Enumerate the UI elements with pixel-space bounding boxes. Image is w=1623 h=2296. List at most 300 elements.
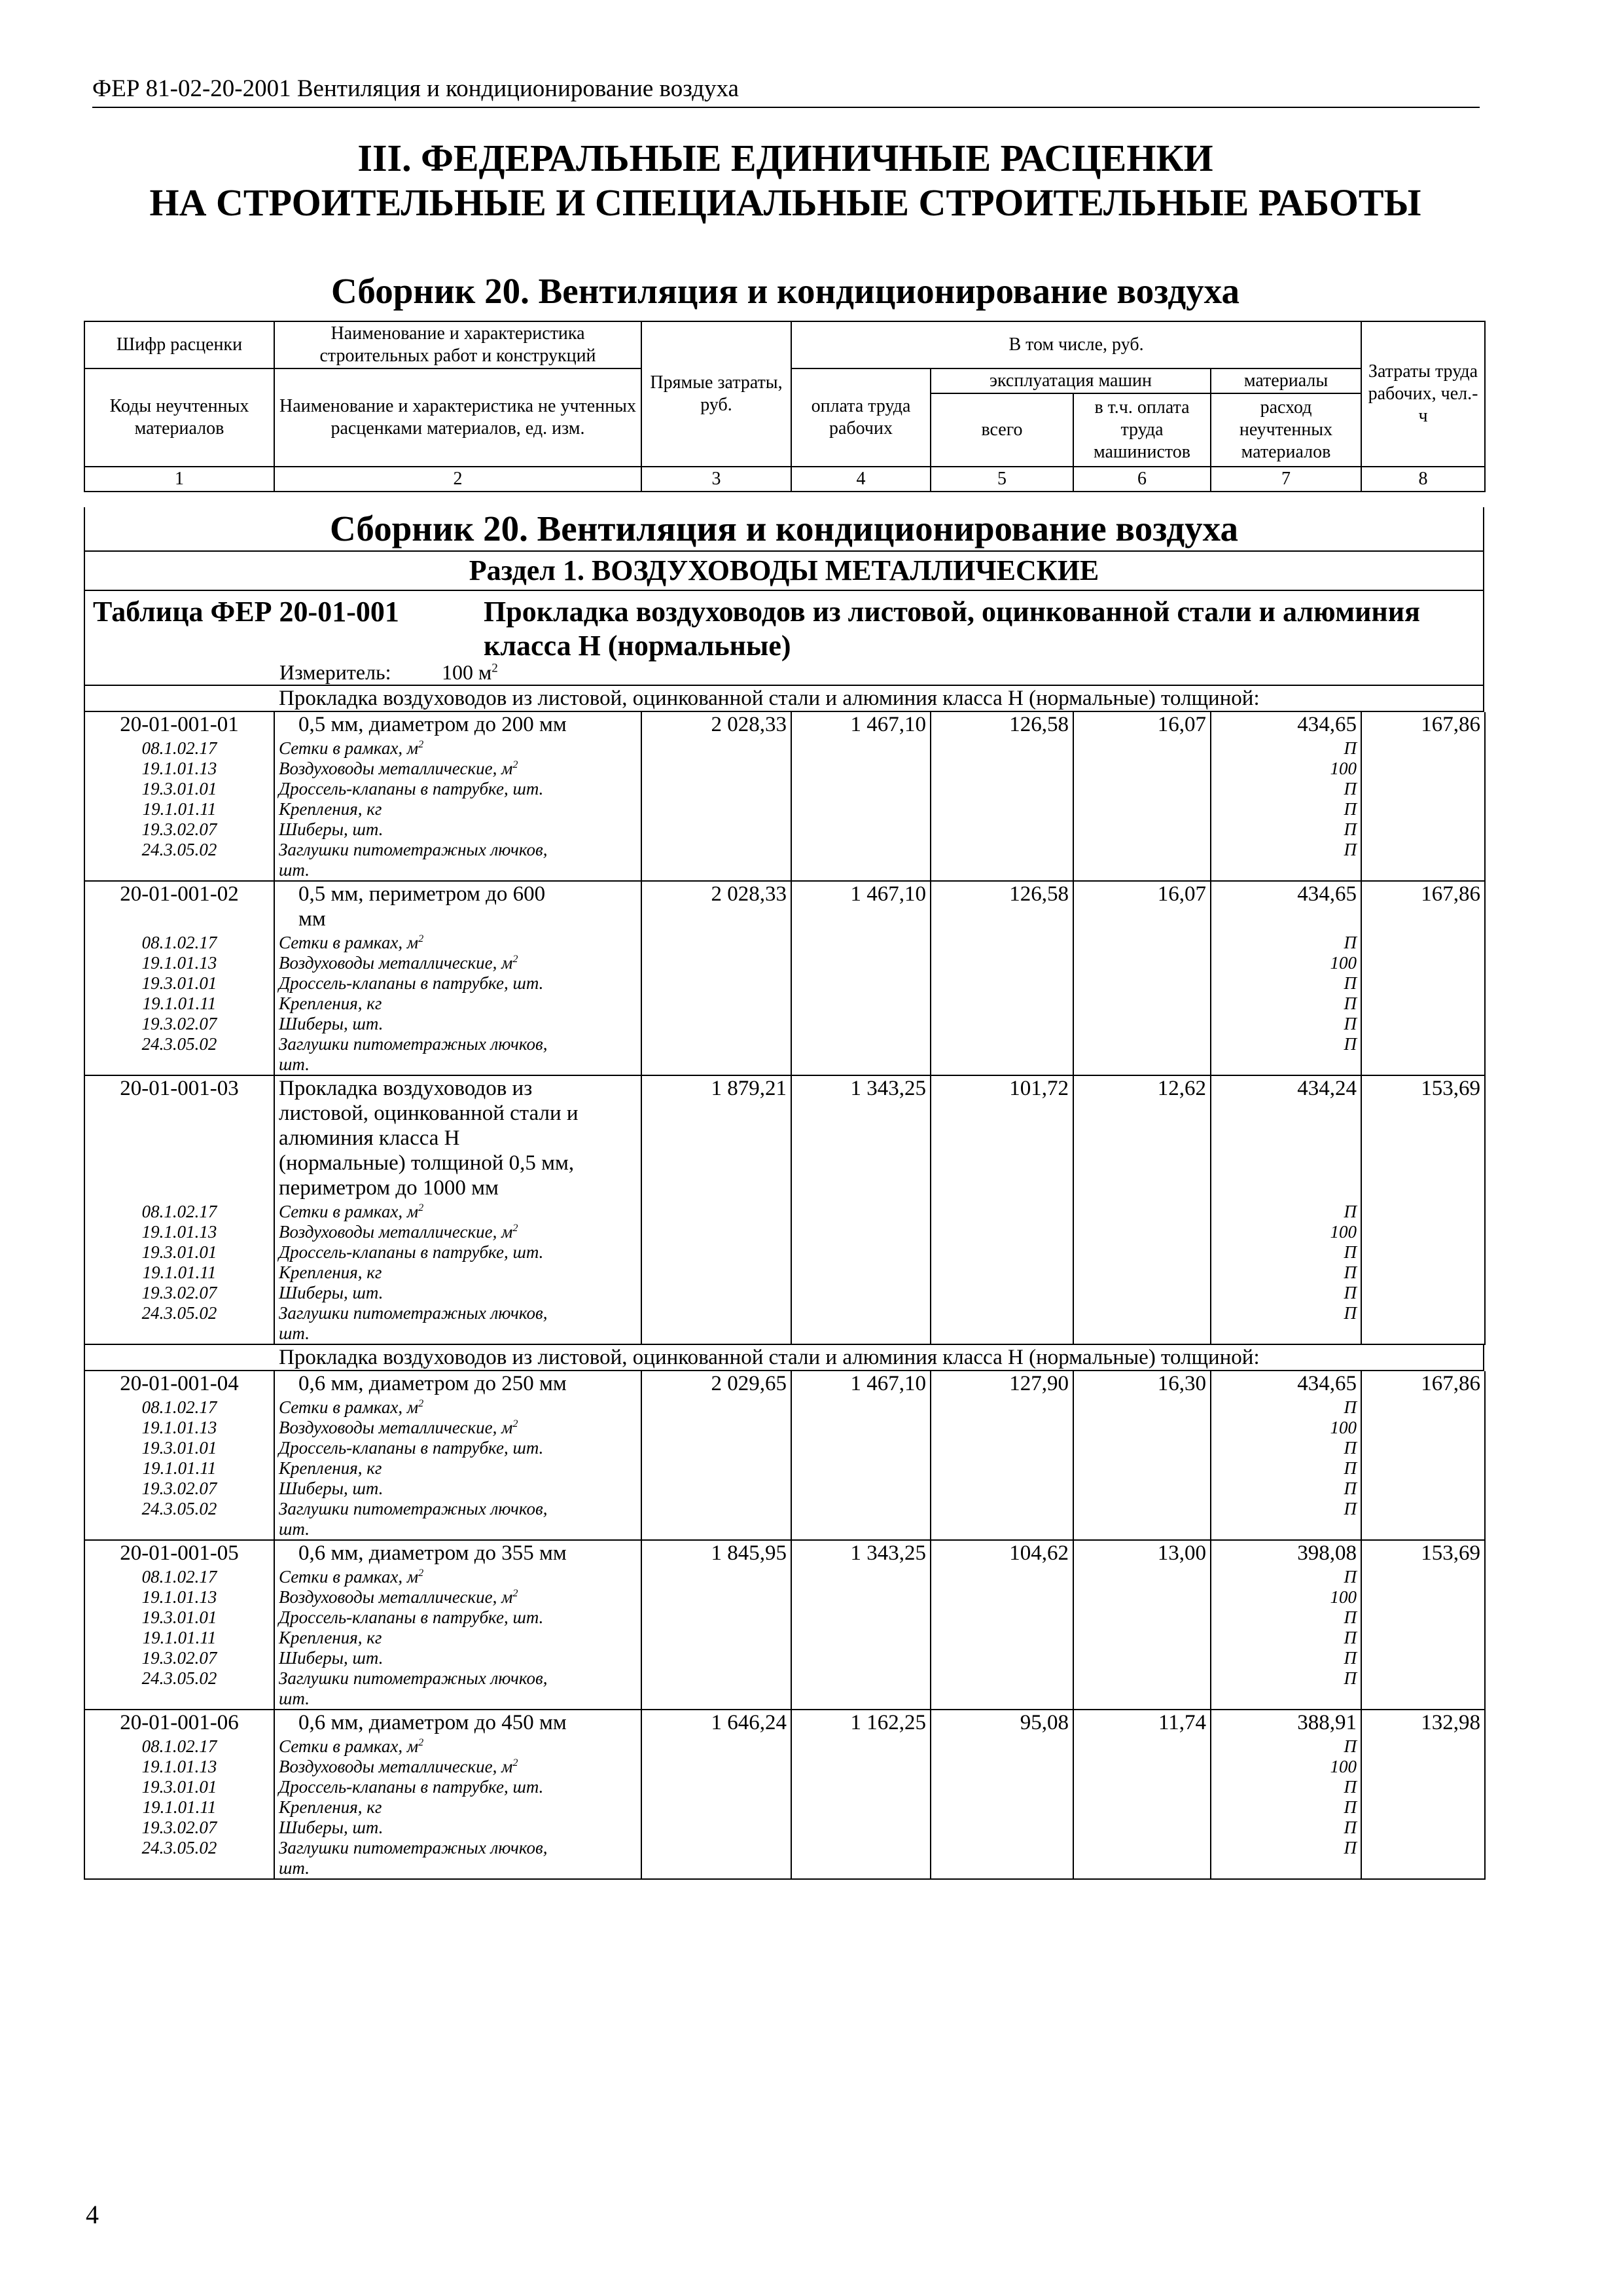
material-name-tail: шт. (279, 860, 310, 880)
material-qty: П (1344, 1628, 1357, 1647)
direct-costs: 2 029,65 (711, 1372, 787, 1395)
material-name-text: Воздуховоды металлические, м (279, 759, 513, 778)
labor-hours-cell (1361, 1710, 1485, 1879)
material-name-tail: шт. (279, 1689, 310, 1708)
material-code: 24.3.05.02 (141, 1668, 217, 1688)
labor-pay-cell (791, 1710, 931, 1879)
machines-total-cell (931, 1371, 1073, 1540)
material-code: 24.3.05.02 (141, 1499, 217, 1518)
material-code: 19.3.02.07 (141, 1014, 217, 1033)
rate-code-cell (84, 1540, 274, 1710)
material-code: 08.1.02.17 (141, 1736, 217, 1756)
material-name-tail: шт. (279, 1519, 310, 1539)
material-qty: П (1344, 840, 1357, 859)
material-qty: П (1344, 1397, 1357, 1417)
material-name-text: Сетки в рамках, м (279, 1397, 419, 1417)
labor-pay: 1 343,25 (850, 1541, 926, 1565)
labor-hours-cell (1361, 881, 1485, 1075)
machines-labor: 12,62 (1157, 1077, 1206, 1100)
rate-code-cell (84, 1075, 274, 1344)
material-qty: П (1344, 1034, 1357, 1054)
material-qty: П (1344, 1567, 1357, 1587)
material-name-text: Крепления, кг (279, 1797, 382, 1817)
material-name-text: Шиберы, шт. (279, 1479, 383, 1498)
rate-code: 20-01-001-02 (120, 882, 239, 906)
direct-costs-cell (641, 1710, 791, 1879)
col-number: 2 (274, 467, 641, 492)
material-name-text: Воздуховоды металлические, м (279, 953, 513, 973)
material-name: Воздуховоды металлические, $м^2$ (279, 1222, 518, 1242)
material-qty: П (1344, 994, 1357, 1013)
col-number: 3 (641, 467, 791, 492)
material-code: 19.3.02.07 (141, 1283, 217, 1302)
material-qty: П (1344, 1263, 1357, 1282)
material-code: 24.3.05.02 (141, 840, 217, 859)
material-name (279, 973, 637, 994)
material-name: Воздуховоды металлические, $м^2$ (279, 759, 518, 778)
material-name-text: Крепления, кг (279, 994, 382, 1013)
material-qty: П (1344, 819, 1357, 839)
material-code: 19.1.01.13 (141, 759, 217, 778)
rate-code-cell (84, 1710, 274, 1879)
rate-code: 20-01-001-05 (120, 1541, 239, 1565)
material-code: 19.3.02.07 (141, 1479, 217, 1498)
material-name-tail: шт. (279, 1858, 310, 1878)
material-name: Сетки в рамках, $м^2$ (279, 933, 424, 952)
material-name (279, 1838, 637, 1858)
rate-code-cell (84, 881, 274, 1075)
material-code: 19.1.01.13 (141, 953, 217, 973)
table-row (84, 1075, 1485, 1344)
material-name (279, 1303, 637, 1323)
table-row (84, 1371, 1485, 1540)
collection-heading: Сборник 20. Вентиляция и кондиционирование воздуха (84, 507, 1484, 552)
material-name (279, 1438, 637, 1458)
labor-pay-cell (791, 1371, 931, 1540)
material-qty: П (1344, 1818, 1357, 1837)
machines-total-cell (931, 1540, 1073, 1710)
material-qty: П (1344, 1777, 1357, 1797)
material-code: 19.3.02.07 (141, 1818, 217, 1837)
rate-code: 20-01-001-06 (120, 1711, 239, 1734)
material-code: 08.1.02.17 (141, 738, 217, 758)
machines-total: 95,08 (1020, 1711, 1069, 1734)
direct-costs: 1 879,21 (711, 1077, 787, 1100)
material-name (279, 1668, 637, 1689)
col-number: 5 (931, 467, 1073, 492)
material-qty: П (1344, 933, 1357, 952)
machines-labor-cell (1073, 1710, 1211, 1879)
material-code: 19.1.01.13 (141, 1222, 217, 1242)
col-number: 6 (1073, 467, 1211, 492)
hdr-name-top: Наименование и характеристика строительных работ и конструкций (274, 321, 641, 368)
rate-code-cell (84, 712, 274, 881)
machines-total: 126,58 (1009, 882, 1069, 906)
measure-value: 100 $м^2$ (442, 660, 498, 684)
machines-total: 104,62 (1009, 1541, 1069, 1565)
labor-pay-cell (791, 1075, 931, 1344)
hdr-code-top: Шифр расценки (84, 321, 274, 368)
rate-name-cell (274, 881, 641, 1075)
section-heading: Раздел 1. ВОЗДУХОВОДЫ МЕТАЛЛИЧЕСКИЕ (84, 552, 1484, 591)
material-name-text: Дроссель-клапаны в патрубке, шт. (279, 1438, 544, 1458)
material-name: Воздуховоды металлические, $м^2$ (279, 1757, 518, 1776)
machines-labor-cell (1073, 1540, 1211, 1710)
material-quantities (1215, 738, 1357, 860)
labor-hours-cell (1361, 712, 1485, 881)
running-header: ФЕР 81-02-20-2001 Вентиляция и кондиционирование воздуха (92, 76, 1480, 108)
material-code: 19.1.01.11 (142, 1797, 217, 1817)
materials-value: 398,08 (1297, 1541, 1357, 1565)
material-name (279, 1458, 637, 1479)
material-code: 08.1.02.17 (141, 933, 217, 952)
machines-labor: 16,07 (1157, 713, 1206, 736)
material-name (279, 1648, 637, 1668)
machines-total-cell (931, 1075, 1073, 1344)
direct-costs-cell (641, 1075, 791, 1344)
material-name-text: Дроссель-клапаны в патрубке, шт. (279, 1777, 544, 1797)
material-name-text: Крепления, кг (279, 799, 382, 819)
hdr-labor-costs: Затраты труда рабочих, чел.-ч (1361, 321, 1485, 467)
material-code: 19.3.01.01 (141, 1777, 217, 1797)
material-qty: П (1344, 1607, 1357, 1627)
material-name: Сетки в рамках, $м^2$ (279, 1397, 424, 1417)
material-codes (89, 1567, 270, 1689)
material-qty: П (1344, 1499, 1357, 1518)
table-row (84, 1540, 1485, 1710)
material-name: Сетки в рамках, $м^2$ (279, 738, 424, 758)
rate-name-cell (274, 712, 641, 881)
rate-name-cell (274, 1710, 641, 1879)
material-code: 19.1.01.11 (142, 1263, 217, 1282)
materials-value: 434,65 (1297, 1372, 1357, 1395)
table-body (84, 507, 1484, 1880)
table-header (84, 321, 1486, 492)
materials-cell (1211, 1075, 1361, 1344)
material-qty: П (1344, 1736, 1357, 1756)
material-name-text: Заглушки питометражных лючков, (279, 1838, 548, 1857)
material-codes (89, 1202, 270, 1323)
material-code: 19.1.01.11 (142, 994, 217, 1013)
material-name (279, 994, 637, 1014)
machines-total: 127,90 (1009, 1372, 1069, 1395)
material-names (279, 1202, 637, 1344)
direct-costs-cell (641, 881, 791, 1075)
material-name-text: Заглушки питометражных лючков, (279, 1034, 548, 1054)
rate-name-line: 0,6 мм, диаметром до 355 мм (298, 1541, 567, 1565)
material-name (279, 1607, 637, 1628)
material-qty: 100 (1330, 953, 1357, 973)
table-row (84, 1710, 1485, 1879)
col-number: 4 (791, 467, 931, 492)
material-code: 08.1.02.17 (141, 1397, 217, 1417)
material-name-text: Заглушки питометражных лючков, (279, 1303, 548, 1323)
material-name-text: Шиберы, шт. (279, 819, 383, 839)
material-name-tail: шт. (279, 1054, 310, 1074)
material-name-text: Шиберы, шт. (279, 1014, 383, 1033)
hdr-name-bottom: Наименование и характеристика не учтенных расценками материалов, ед. изм. (274, 368, 641, 467)
machines-labor: 13,00 (1157, 1541, 1206, 1565)
material-codes (89, 1397, 270, 1519)
material-code: 19.3.01.01 (141, 1607, 217, 1627)
machines-labor-cell (1073, 1075, 1211, 1344)
main-title-line-1: III. ФЕДЕРАЛЬНЫЕ ЕДИНИЧНЫЕ РАСЦЕНКИ (357, 137, 1213, 179)
material-names (279, 1567, 637, 1709)
material-codes (89, 738, 270, 860)
rate-name-cell (274, 1540, 641, 1710)
material-name (279, 819, 637, 840)
materials-cell (1211, 712, 1361, 881)
hdr-code-bottom: Коды неучтенных материалов (84, 368, 274, 467)
material-qty: 100 (1330, 1757, 1357, 1776)
measure-label: Измеритель: (279, 660, 391, 684)
material-quantities (1215, 933, 1357, 1054)
material-code: 19.1.01.13 (141, 1757, 217, 1776)
col-number: 1 (84, 467, 274, 492)
material-code: 19.1.01.13 (141, 1587, 217, 1607)
hdr-machines-total: всего (931, 393, 1073, 467)
material-name-text: Воздуховоды металлические, м (279, 1757, 513, 1776)
material-code: 19.1.01.11 (142, 1628, 217, 1647)
material-qty: П (1344, 1797, 1357, 1817)
material-qty: П (1344, 1014, 1357, 1033)
material-name-text: Воздуховоды металлические, м (279, 1222, 513, 1242)
material-qty: П (1344, 779, 1357, 798)
rate-code: 20-01-001-03 (120, 1077, 239, 1100)
material-name: Воздуховоды металлические, $м^2$ (279, 1587, 518, 1607)
machines-total-cell (931, 1710, 1073, 1879)
material-qty: П (1344, 799, 1357, 819)
rate-name-line: Прокладка воздуховодов из (279, 1077, 533, 1100)
machines-labor: 16,07 (1157, 882, 1206, 906)
material-code: 19.3.02.07 (141, 819, 217, 839)
machines-total-cell (931, 881, 1073, 1075)
machines-labor-cell (1073, 712, 1211, 881)
materials-value: 434,65 (1297, 713, 1357, 736)
material-name-text: Сетки в рамках, м (279, 1736, 419, 1756)
hdr-including: В том числе, руб. (791, 321, 1361, 368)
material-name-text: Сетки в рамках, м (279, 933, 419, 952)
material-name (279, 1479, 637, 1499)
labor-pay-cell (791, 1540, 931, 1710)
material-qty: 100 (1330, 759, 1357, 778)
material-qty: П (1344, 1202, 1357, 1221)
rate-rows (84, 686, 1484, 1880)
material-name-text: Заглушки питометражных лючков, (279, 1499, 548, 1518)
material-code: 19.3.02.07 (141, 1648, 217, 1668)
rate-code: 20-01-001-04 (120, 1372, 239, 1395)
material-name: Сетки в рамках, $м^2$ (279, 1567, 424, 1587)
material-quantities (1215, 1567, 1357, 1689)
col-number: 8 (1361, 467, 1485, 492)
materials-cell (1211, 1710, 1361, 1879)
material-name (279, 1628, 637, 1648)
measure-value-text: 100 м (442, 660, 492, 684)
labor-hours: 153,69 (1421, 1077, 1480, 1100)
col-number: 7 (1211, 467, 1361, 492)
rate-name-line: 0,6 мм, диаметром до 250 мм (298, 1372, 567, 1395)
rate-name-cell (274, 1371, 641, 1540)
material-qty: 100 (1330, 1222, 1357, 1242)
collection-subtitle: Сборник 20. Вентиляция и кондиционирование воздуха (331, 271, 1240, 311)
material-name (279, 1818, 637, 1838)
material-code: 19.1.01.11 (142, 799, 217, 819)
material-qty: 100 (1330, 1418, 1357, 1437)
rate-name-line: алюминия класса Н (279, 1126, 460, 1150)
table-name: Прокладка воздуховодов из листовой, оцинкованной стали и алюминия класса Н (нормальные) (484, 596, 1420, 662)
material-name-text: Заглушки питометражных лючков, (279, 1668, 548, 1688)
machines-labor: 16,30 (1157, 1372, 1206, 1395)
material-name (279, 840, 637, 860)
material-name (279, 1014, 637, 1034)
rates-table (84, 712, 1486, 1345)
labor-pay: 1 467,10 (850, 713, 926, 736)
labor-pay-cell (791, 712, 931, 881)
material-code: 08.1.02.17 (141, 1202, 217, 1221)
material-name (279, 1242, 637, 1263)
table-row (84, 712, 1485, 881)
group-label: Прокладка воздуховодов из листовой, оцинкованной стали и алюминия класса Н (нормальные) толщиной: (84, 1345, 1484, 1371)
labor-hours: 132,98 (1421, 1711, 1480, 1734)
machines-total-cell (931, 712, 1073, 881)
hdr-direct-costs: Прямые затраты, руб. (641, 321, 791, 467)
direct-costs-cell (641, 712, 791, 881)
direct-costs: 2 028,33 (711, 882, 787, 906)
machines-labor: 11,74 (1158, 1711, 1206, 1734)
material-names (279, 738, 637, 880)
material-name-text: Крепления, кг (279, 1263, 382, 1282)
material-code: 19.1.01.11 (142, 1458, 217, 1478)
machines-labor-cell (1073, 1371, 1211, 1540)
material-qty: П (1344, 1242, 1357, 1262)
labor-hours-cell (1361, 1540, 1485, 1710)
labor-pay-cell (791, 881, 931, 1075)
material-name (279, 1034, 637, 1054)
hdr-machines-labor: в т.ч. оплата труда машинистов (1073, 393, 1211, 467)
material-code: 24.3.05.02 (141, 1838, 217, 1857)
table-number: Таблица ФЕР 20-01-001 (93, 596, 399, 628)
material-names (279, 1397, 637, 1539)
material-name (279, 779, 637, 799)
rate-name-line: 0,6 мм, диаметром до 450 мм (298, 1711, 567, 1734)
material-code: 24.3.05.02 (141, 1034, 217, 1054)
rate-code-cell (84, 1371, 274, 1540)
materials-cell (1211, 1540, 1361, 1710)
hdr-materials-unaccounted: расход неучтенных материалов (1211, 393, 1361, 467)
material-name (279, 1499, 637, 1519)
material-code: 19.3.01.01 (141, 1242, 217, 1262)
rate-name-line: 0,5 мм, периметром до 600 (298, 882, 546, 906)
material-name-text: Шиберы, шт. (279, 1648, 383, 1668)
material-quantities (1215, 1202, 1357, 1323)
hdr-machines: эксплуатация машин (931, 368, 1211, 393)
page-number: 4 (86, 2200, 99, 2229)
material-name-text: Шиберы, шт. (279, 1283, 383, 1302)
material-name-text: Крепления, кг (279, 1458, 382, 1478)
rate-code: 20-01-001-01 (120, 713, 239, 736)
rates-table (84, 1371, 1486, 1880)
hdr-labor-pay: оплата труда рабочих (791, 368, 931, 467)
labor-hours: 153,69 (1421, 1541, 1480, 1565)
material-quantities (1215, 1736, 1357, 1858)
material-name-text: Дроссель-клапаны в патрубке, шт. (279, 1607, 544, 1627)
direct-costs: 1 845,95 (711, 1541, 787, 1565)
materials-cell (1211, 1371, 1361, 1540)
material-name (279, 1797, 637, 1818)
material-qty: П (1344, 1438, 1357, 1458)
material-name: Сетки в рамках, $м^2$ (279, 1736, 424, 1756)
material-name-text: Шиберы, шт. (279, 1818, 383, 1837)
material-qty: П (1344, 1458, 1357, 1478)
materials-value: 388,91 (1297, 1711, 1357, 1734)
labor-hours-cell (1361, 1371, 1485, 1540)
material-name-text: Дроссель-клапаны в патрубке, шт. (279, 779, 544, 798)
material-name-text: Дроссель-клапаны в патрубке, шт. (279, 1242, 544, 1262)
labor-pay: 1 467,10 (850, 1372, 926, 1395)
labor-hours: 167,86 (1421, 713, 1480, 736)
materials-cell (1211, 881, 1361, 1075)
material-name (279, 1283, 637, 1303)
materials-value: 434,65 (1297, 882, 1357, 906)
table-row (84, 881, 1485, 1075)
group-label: Прокладка воздуховодов из листовой, оцинкованной стали и алюминия класса Н (нормальные) толщиной: (84, 686, 1484, 712)
material-name (279, 799, 637, 819)
labor-hours: 167,86 (1421, 882, 1480, 906)
material-qty: П (1344, 738, 1357, 758)
labor-hours-cell (1361, 1075, 1485, 1344)
rate-name-cell (274, 1075, 641, 1344)
rate-name-line: периметром до 1000 мм (279, 1176, 499, 1200)
material-qty: П (1344, 1479, 1357, 1498)
machines-total: 126,58 (1009, 713, 1069, 736)
material-code: 08.1.02.17 (141, 1567, 217, 1587)
labor-hours: 167,86 (1421, 1372, 1480, 1395)
material-name: Воздуховоды металлические, $м^2$ (279, 953, 518, 973)
material-name (279, 1777, 637, 1797)
material-code: 24.3.05.02 (141, 1303, 217, 1323)
table-title-block (84, 591, 1484, 686)
labor-pay: 1 467,10 (850, 882, 926, 906)
hdr-materials: материалы (1211, 368, 1361, 393)
materials-value: 434,24 (1297, 1077, 1357, 1100)
main-title-line-2: НА СТРОИТЕЛЬНЫЕ И СПЕЦИАЛЬНЫЕ СТРОИТЕЛЬНЫЕ РАБОТЫ (149, 181, 1421, 224)
direct-costs-cell (641, 1540, 791, 1710)
material-qty: 100 (1330, 1587, 1357, 1607)
material-code: 19.3.01.01 (141, 1438, 217, 1458)
material-code: 19.3.01.01 (141, 973, 217, 993)
material-name-text: Сетки в рамках, м (279, 1202, 419, 1221)
material-names (279, 933, 637, 1075)
labor-pay: 1 343,25 (850, 1077, 926, 1100)
rate-name-line: 0,5 мм, диаметром до 200 мм (298, 713, 567, 736)
material-name-text: Заглушки питометражных лючков, (279, 840, 548, 859)
material-name-text: Сетки в рамках, м (279, 738, 419, 758)
material-name-text: Воздуховоды металлические, м (279, 1587, 513, 1607)
material-name: Воздуховоды металлические, $м^2$ (279, 1418, 518, 1437)
material-qty: П (1344, 1668, 1357, 1688)
labor-pay: 1 162,25 (850, 1711, 926, 1734)
material-name-text: Воздуховоды металлические, м (279, 1418, 513, 1437)
material-codes (89, 1736, 270, 1858)
direct-costs: 2 028,33 (711, 713, 787, 736)
material-qty: П (1344, 1838, 1357, 1857)
machines-labor-cell (1073, 881, 1211, 1075)
material-codes (89, 933, 270, 1054)
machines-total: 101,72 (1009, 1077, 1069, 1100)
material-name-tail: шт. (279, 1323, 310, 1343)
material-qty: П (1344, 1283, 1357, 1302)
material-quantities (1215, 1397, 1357, 1519)
